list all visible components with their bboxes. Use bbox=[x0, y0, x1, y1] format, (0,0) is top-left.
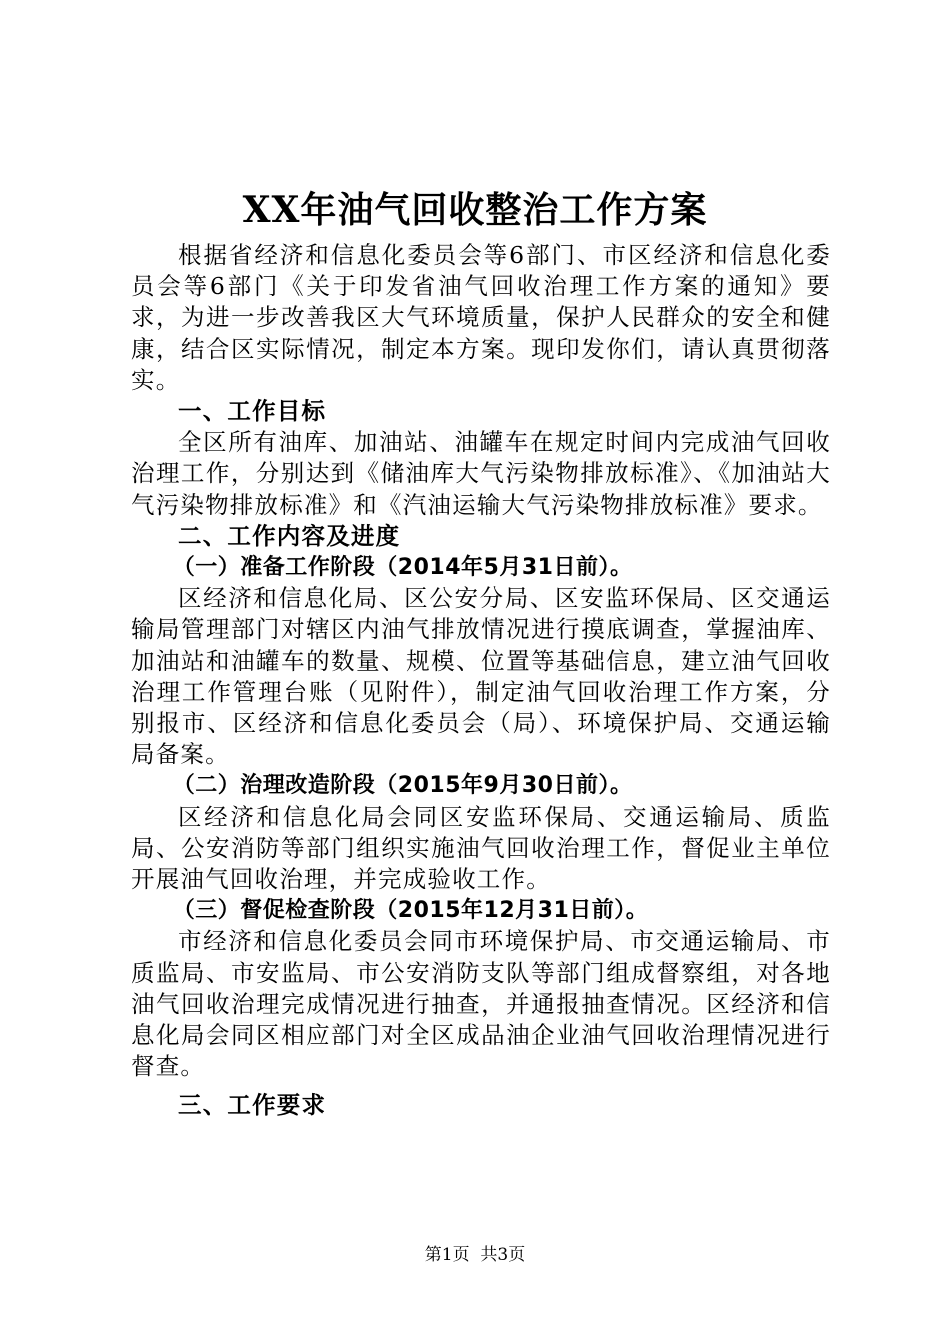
goals-paragraph: 全区所有油库、加油站、油罐车在规定时间内完成油气回收治理工作，分别达到《储油库大气污染物排放标准》、《加油站大气污染物排放标准》和《汽油运输大气污染物排放标准》要求。 bbox=[131, 428, 831, 519]
stage-heading-inspection: （三）督促检查阶段（2015年12月31日前）。 bbox=[172, 898, 649, 924]
stage-heading-renovation: （二）治理改造阶段（2015年9月30日前）。 bbox=[172, 773, 633, 799]
spacer bbox=[131, 1082, 831, 1090]
section-heading-goals: 一、工作目标 bbox=[178, 397, 327, 426]
document-title: XX年油气回收整治工作方案 bbox=[242, 189, 708, 231]
inspection-paragraph: 市经济和信息化委员会同市环境保护局、市交通运输局、市质监局、市安监局、市公安消防支队等部门组成督察组，对各地油气回收治理完成情况进行抽查，并通报抽查情况。区经济和信息化局会同区相应部门对全区成品油企业油气回收治理情况进行督查。 bbox=[131, 927, 831, 1081]
section-heading-content: 二、工作内容及进度 bbox=[178, 521, 401, 550]
renovation-paragraph: 区经济和信息化局会同区安监环保局、交通运输局、质监局、公安消防等部门组织实施油气回收治理工作，督促业主单位开展油气回收治理，并完成验收工作。 bbox=[131, 802, 831, 894]
section-heading-requirements: 三、工作要求 bbox=[178, 1091, 327, 1120]
intro-paragraph: 根据省经济和信息化委员会等6部门、市区经济和信息化委员会等6部门《关于印发省油气回收治理工作方案的通知》要求，为进一步改善我区大气环境质量，保护人民群众的安全和健康，结合区实际情况，制定本方案。现印发你们，请认真贯彻落实。 bbox=[131, 241, 831, 394]
preparation-paragraph: 区经济和信息化局、区公安分局、区安监环保局、区交通运输局管理部门对辖区内油气排放情况进行摸底调查，掌握油库、加油站和油罐车的数量、规模、位置等基础信息，建立油气回收治理工作管理台账（见附件），制定油气回收治理工作方案，分别报市、区经济和信息化委员会（局）、环境保护局、交通运输局备案。 bbox=[131, 584, 831, 769]
page-footer bbox=[0, 1243, 950, 1267]
stage-heading-preparation: （一）准备工作阶段（2014年5月31日前）。 bbox=[172, 555, 633, 581]
document-body bbox=[131, 240, 831, 1122]
page-number: 第1页 共3页 bbox=[424, 1245, 526, 1265]
